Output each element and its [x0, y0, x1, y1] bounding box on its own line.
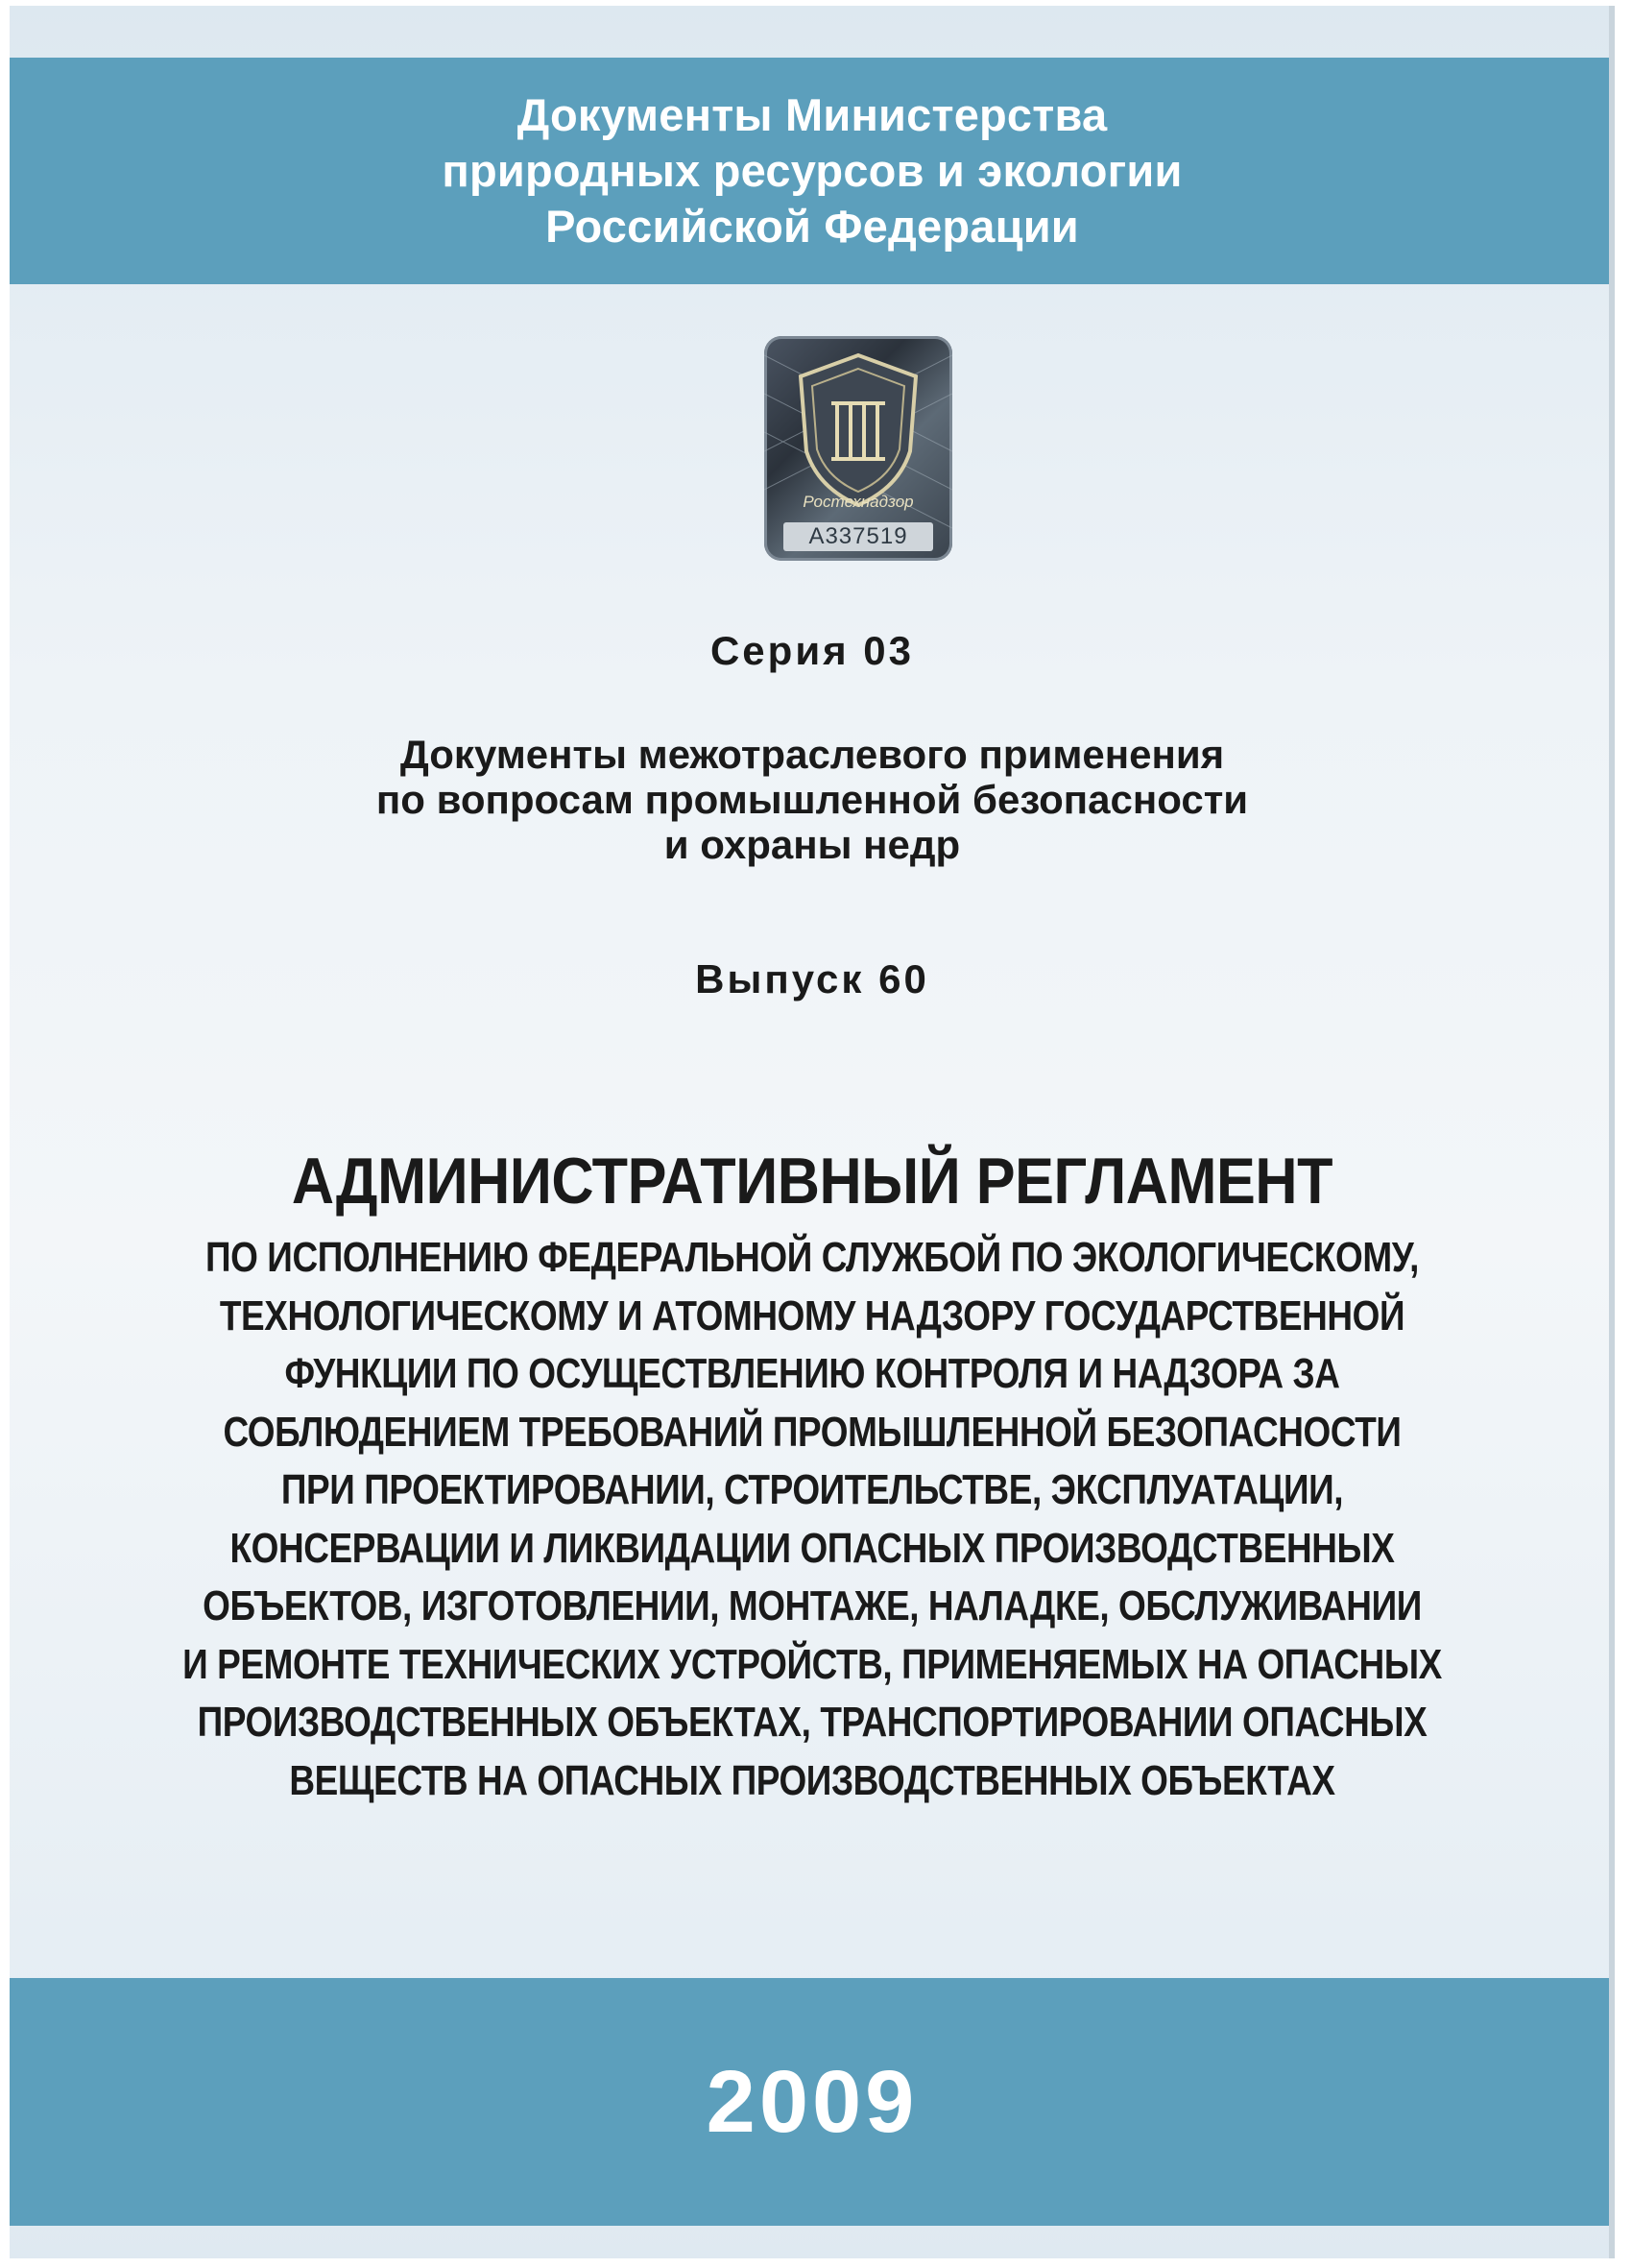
title-line-5: ПРИ ПРОЕКТИРОВАНИИ, СТРОИТЕЛЬСТВЕ, ЭКСПЛУАТАЦИИ, [280, 1466, 1344, 1513]
publication-year: 2009 [706, 2052, 919, 2151]
series-label: Серия 03 [709, 628, 915, 673]
header-line-2: природных ресурсов и экологии [442, 145, 1183, 196]
subtitle-line-2: по вопросам промышленной безопасности [375, 777, 1249, 822]
series-subtitle [10, 732, 1615, 867]
document-title: АДМИНИСТРАТИВНЫЙ РЕГЛАМЕНТ [291, 1145, 1333, 1218]
title-line-6: КОНСЕРВАЦИИ И ЛИКВИДАЦИИ ОПАСНЫХ ПРОИЗВОДСТВЕННЫХ [229, 1524, 1395, 1572]
issue-label: Выпуск 60 [695, 956, 929, 1001]
header-line-1: Документы Министерства [516, 89, 1108, 140]
title-line-9: ПРОИЗВОДСТВЕННЫХ ОБЪЕКТАХ, ТРАНСПОРТИРОВАНИИ ОПАСНЫХ [197, 1699, 1428, 1746]
title-line-4: СОБЛЮДЕНИЕМ ТРЕБОВАНИЙ ПРОМЫШЛЕННОЙ БЕЗОПАСНОСТИ [223, 1408, 1402, 1456]
hologram-number: А337519 [783, 522, 933, 551]
subtitle-line-1: Документы межотраслевого применения [399, 732, 1225, 777]
book-cover [10, 6, 1615, 2258]
hologram-sticker [764, 336, 952, 561]
header-line-3: Российской Федерации [545, 201, 1079, 252]
header-band [10, 58, 1615, 284]
hologram-caption: Ростехнадзор [803, 493, 914, 511]
title-line-8: И РЕМОНТЕ ТЕХНИЧЕСКИХ УСТРОЙСТВ, ПРИМЕНЯЕМЫХ НА ОПАСНЫХ [182, 1640, 1442, 1688]
footer-band [10, 1978, 1615, 2226]
title-line-1: ПО ИСПОЛНЕНИЮ ФЕДЕРАЛЬНОЙ СЛУЖБОЙ ПО ЭКОЛОГИЧЕСКОМУ, [204, 1234, 1420, 1281]
title-line-2: ТЕХНОЛОГИЧЕСКОМУ И АТОМНОМУ НАДЗОРУ ГОСУДАРСТВЕННОЙ [219, 1291, 1405, 1339]
document-subtitle [138, 1229, 1486, 1810]
title-line-7: ОБЪЕКТОВ, ИЗГОТОВЛЕНИИ, МОНТАЖЕ, НАЛАДКЕ, ОБСЛУЖИВАНИИ [203, 1582, 1422, 1629]
title-line-10: ВЕЩЕСТВ НА ОПАСНЫХ ПРОИЗВОДСТВЕННЫХ ОБЪЕКТАХ [289, 1756, 1335, 1804]
subtitle-line-3: и охраны недр [663, 822, 961, 867]
title-line-3: ФУНКЦИИ ПО ОСУЩЕСТВЛЕНИЮ КОНТРОЛЯ И НАДЗОРА ЗА [284, 1350, 1340, 1397]
